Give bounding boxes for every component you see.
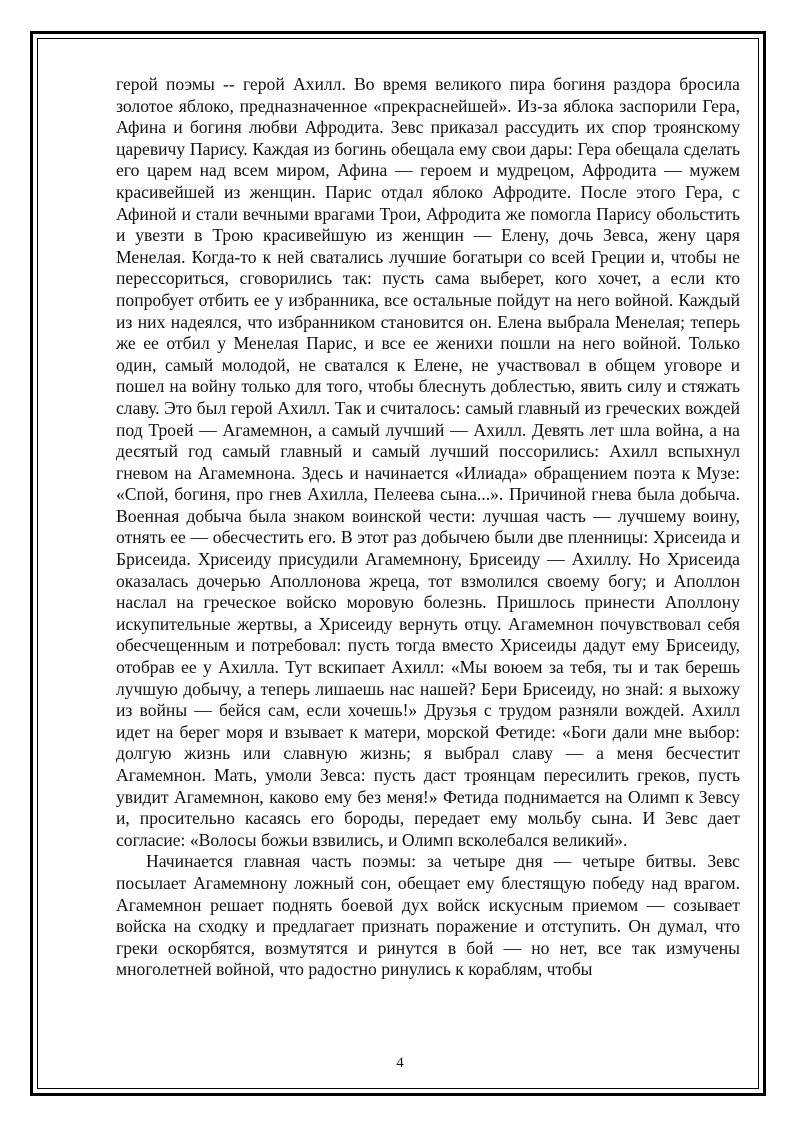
body-text xyxy=(116,74,740,981)
page-number: 4 xyxy=(396,1055,404,1071)
paragraph-1: герой поэмы -- герой Ахилл. Во время великого пира богиня раздора бросила золотое яблоко, предназначенное «прекраснейшей». Из-за яблока заспорили Гера, Афина и богиня любви Афродита. Зевс приказал рассудить их спор троянскому царевичу Парису. Каждая из богинь обещала ему свои дары: Гера обещала сделать его царем над всем миром, Афина — героем и мудрецом, Афродита — мужем красивейшей из женщин. Парис отдал яблоко Афродите. После этого Гера, с Афиной и стали вечными врагами Трои, Афродита же помогла Парису обольстить и увезти в Трою красивейшую из женщин — Елену, дочь Зевса, жену царя Менелая. Когда-то к ней сватались лучшие богатыри со всей Греции и, чтобы не перессориться, сговорились так: пусть сама выберет, кого хочет, а если кто попробует отбить ее у избранника, все остальные пойдут на него войной. Каждый из них надеялся, что избранником становится он. Елена выбрала Менелая; теперь же ее отбил у Менелая Парис, и все ее женихи пошли на него войной. Только один, самый молодой, не сватался к Елене, не участвовал в общем уговоре и пошел на войну только для того, чтобы блеснуть доблестью, явить силу и стяжать славу. Это был герой Ахилл. Так и считалось: самый главный из греческих вождей под Троей — Агамемнон, а самый лучший — Ахилл. Девять лет шла война, а на десятый год самый главный и самый лучший поссорились: Ахилл вспыхнул гневом на Агамемнона. Здесь и начинается «Илиада» обращением поэта к Музе: «Спой, богиня, про гнев Ахилла, Пелеева сына...». Причиной гнева была добыча. Военная добыча была знаком воинской чести: лучшая часть — лучшему воину, отнять ее — обесчестить его. В этот раз добычею были две пленницы: Хрисеида и Брисеида. Хрисеиду присудили Агамемнону, Брисеиду — Ахиллу. Но Хрисеида оказалась дочерью Аполлонова жреца, тот взмолился своему богу; и Аполлон наслал на греческое войско моровую болезнь. Пришлось принести Аполлону искупительные жертвы, а Хрисеиду вернуть отцу. Агамемнон почувствовал себя обесчещенным и потребовал: пусть тогда вместо Хрисеиды дадут ему Брисеиду, отобрав ее у Ахилла. Тут вскипает Ахилл: «Мы воюем за тебя, ты и так берешь лучшую добычу, а теперь лишаешь нас нашей? Бери Брисеиду, но знай: я выхожу из войны — бейся сам, если хочешь!» Друзья с трудом разняли вождей. Ахилл идет на берег моря и взывает к матери, морской Фетиде: «Боги дали мне выбор: долгую жизнь или славную жизнь; я выбрал славу — а меня бесчестит Агамемнон. Мать, умоли Зевса: пусть даст троянцам пересилить греков, пусть увидит Агамемнон, каково ему без меня!» Фетида поднимается на Олимп к Зевсу и, просительно касаясь его бороды, передает ему мольбу сына. И Зевс дает согласие: «Волосы божьи взвились, и Олимп всколебался великий». xyxy=(116,74,740,850)
paragraph-2: Начинается главная часть поэмы: за четыре дня — четыре битвы. Зевс посылает Агамемнону ложный сон, обещает ему блестящую победу над врагом. Агамемнон решает поднять боевой дух войск искусным приемом — созывает войска на сходку и предлагает признать поражение и отступить. Он думал, что греки оскорбятся, возмутятся и ринутся в бой — но нет, все так измучены многолетней войной, что радостно ринулись к кораблям, чтобы xyxy=(116,851,740,980)
